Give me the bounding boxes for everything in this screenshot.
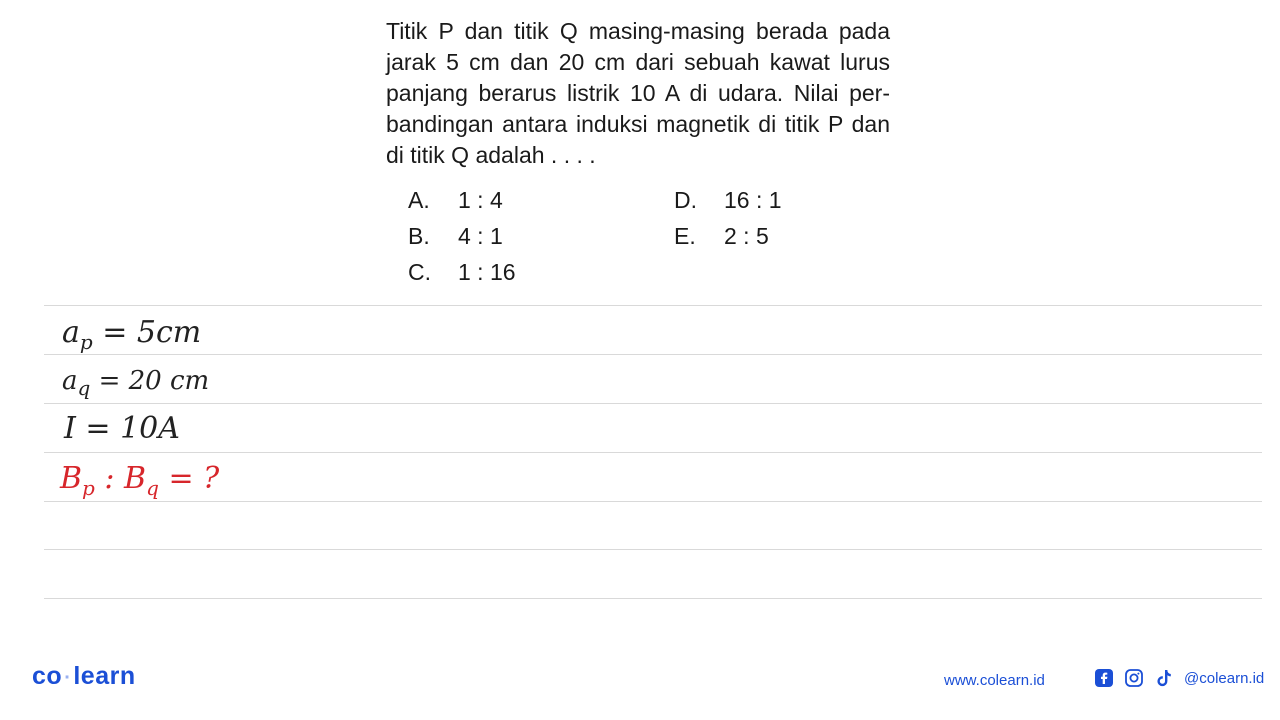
social-handle[interactable]: @colearn.id bbox=[1184, 669, 1265, 687]
option-letter: D. bbox=[674, 187, 697, 213]
ruled-line bbox=[44, 354, 1262, 355]
website-url[interactable]: www.colearn.id bbox=[944, 672, 1045, 689]
option-letter: A. bbox=[408, 187, 430, 213]
note-distance-p: $a_p = 5cm$ bbox=[62, 315, 202, 354]
option-value: 1 : 16 bbox=[458, 259, 516, 285]
ruled-line bbox=[44, 452, 1262, 453]
instagram-icon[interactable] bbox=[1124, 668, 1144, 688]
note-ratio-question: $B_p$ : $B_q$ = ? bbox=[60, 461, 220, 500]
ruled-line bbox=[44, 501, 1262, 502]
note-current: I = 10A bbox=[64, 411, 180, 446]
option-a[interactable] bbox=[408, 186, 503, 214]
option-value: 2 : 5 bbox=[724, 223, 769, 249]
facebook-icon[interactable] bbox=[1094, 668, 1114, 688]
social-links bbox=[1094, 668, 1264, 688]
option-letter: E. bbox=[674, 223, 696, 249]
colearn-logo: co ·learn bbox=[32, 662, 136, 690]
option-e[interactable] bbox=[674, 222, 769, 250]
option-b[interactable] bbox=[408, 222, 503, 250]
option-value: 1 : 4 bbox=[458, 187, 503, 213]
ruled-line bbox=[44, 403, 1262, 404]
ruled-line bbox=[44, 598, 1262, 599]
option-value: 4 : 1 bbox=[458, 223, 503, 249]
note-distance-q: $a_q = 20$ cm bbox=[62, 366, 210, 401]
option-letter: C. bbox=[408, 259, 431, 285]
option-d[interactable] bbox=[674, 186, 782, 214]
option-letter: B. bbox=[408, 223, 430, 249]
ruled-line bbox=[44, 305, 1262, 306]
question-text: Titik P dan titik Q masing-masing berada pada jarak 5 cm dan 20 cm dari sebuah kawat lurus panjang berarus listrik 10 A di udara. Nilai per-bandingan antara induksi magnetik di titik P dan di titik Q adalah . . . . bbox=[386, 18, 890, 168]
tiktok-icon[interactable] bbox=[1154, 668, 1174, 688]
option-c[interactable] bbox=[408, 258, 516, 286]
ruled-line bbox=[44, 549, 1262, 550]
option-value: 16 : 1 bbox=[724, 187, 782, 213]
